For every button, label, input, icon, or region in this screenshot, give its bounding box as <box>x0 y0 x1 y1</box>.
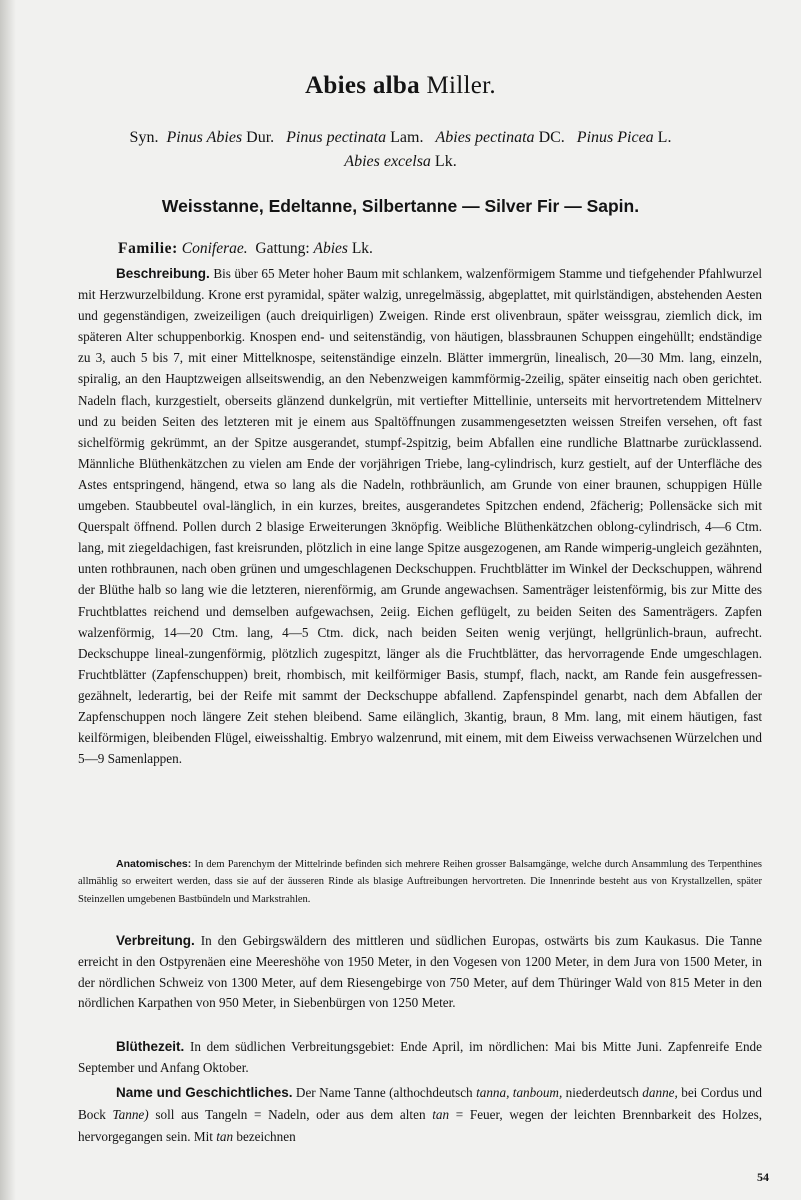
anatomy-text: In dem Parenchym der Mittelrinde befinden sich mehrere Reihen grosser Balsamgänge, welche durch Ansammlung des Terpenthines allmählig so erweitert werden, dass sie auf der äusseren Rinde als blasige Auftreibungen hervortreten. Die Innenrinde besteht aus von Krystallzellen, später Steinzellen umgebenen Bastbündeln und Markstrahlen. <box>78 859 763 905</box>
family-value: Coniferae. <box>181 240 248 257</box>
name-history-italic: tan <box>432 1107 450 1122</box>
synonyms-line-2 <box>0 150 801 174</box>
name-history-heading: Name und Geschichtliches. <box>116 1085 293 1100</box>
name-history-text: niederdeutsch <box>565 1085 639 1100</box>
synonym-name: Pinus Abies <box>166 129 243 146</box>
common-names: Weisstanne, Edeltanne, Silbertanne — Silver Fir — Sapin. <box>161 196 640 216</box>
description-text: Bis über 65 Meter hoher Baum mit schlankem, walzenförmigem Stamme und tiefgehender Pfahlwurzel mit Herzwurzelbildung. Krone erst pyramidal, später walzig, unregelmässig, abgeplattet, mit quirlständigen, abstehenden Aesten und gegenständigen, zweizeiligen (auch dreiquirligen) Zweigen. Rinde erst olivenbraun, später weissgrau, ziemlich dick, im späteren Alter schuppenborkig. Knospen end- und seitenständig, von häutigen, blassbraunen Schuppen eingehüllt; endständige zu 3, auch 5 bis 7, mit einer Mittelknospe, seitenständige einzeln. Blätter immergrün, linealisch, 20—30 Mm. lang, einzeln, spiralig, an den Hauptzweigen allseitswendig, an den Nebenzweigen kammförmig-2zeilig, später einseitig nach oben gerichtet. Nadeln flach, kurzgestielt, oberseits glänzend dunkelgrün, mit vertiefter Mittellinie, unterseits mit hervortretendem Mittelnerv und zu beiden Seiten des letzteren mit je einem aus Spaltöffnungen zusammengesetzten weissen Streifen versehen, oft fast sichelförmig gekrümmt, an der Spitze ausgerandet, stumpf-2spitzig, beim Abfallen eine rundliche Blattnarbe zurücklassend. Männliche Blüthenkätzchen zu vielen am Ende der vorjährigen Triebe, lang-cylindrisch, kurz gestielt, auf der Unterfläche des Astes entspringend, hängend, etwa so lang als die Nadeln, rothbräunlich, am Grunde von einer braunen, schuppigen Hülle umgeben. Staubbeutel oval-länglich, in ein kurzes, breites, ausgerandetes Spitzchen endend, 2fächerig; Pollensäcke sich mit Querspalt öffnend. Pollen durch 2 blasige Erweiterungen 3knöpfig. Weibliche Blüthenkätzchen oblong-cylindrisch, 4—6 Ctm. lang, mit ziegeldachigen, fast kreisrunden, plötzlich in eine lange Spitze ausgezogenen, am Rande wimperig-ungleich gezähnten, unten rothbraunen, nach oben grünen und umgeschlagenen Deckschuppen. Fruchtblätter im Winkel der Deckschuppen, während der Blüthe halb so lang wie die letzteren, nierenförmig, am Grunde angewachsen. Samenträger leistenförmig, bis zur Mitte des Fruchtblattes reichend und demselben aufgewachsen, 2eiig. Eichen geflügelt, zu beiden Seiten des Samenträgers. Zapfen walzenförmig, 14—20 Ctm. lang, 4—5 Ctm. dick, nach beiden Seiten wenig verjüngt, hellgrünlich-braun, aufrecht. Deckschuppe lineal-zungenförmig, plötzlich zugespitzt, länger als die Fruchtblätter, das hervorragende Ende umgeschlagen. Fruchtblätter (Zapfenschuppen) breit, rhombisch, mit keilförmiger Basis, stumpf, flach, nackt, am Rande fein ausgefressen-gezähnelt, lederartig, bei der Reife mit sammt der Deckschuppe abfallend. Zapfenspindel genarbt, nach dem Abfallen der Zapfenschuppen noch längere Zeit stehen bleibend. Same eilänglich, 3kantig, braun, 8 Mm. lang, mit einem häutigen, fast keilförmigen, bleibenden Flügel, eiweisshaltig. Embryo walzenrund, mit einem, mit dem Eiweiss verwachsenen Würzelchen und 5—9 Samenlappen. <box>78 266 763 767</box>
family-label: Familie: <box>118 240 178 257</box>
anatomy-heading: Anatomisches: <box>116 858 192 870</box>
flowering-paragraph <box>78 1037 762 1078</box>
genus-author: Lk. <box>351 240 373 257</box>
name-history-italic: danne, <box>642 1085 678 1100</box>
page-number: 54 <box>757 1170 769 1184</box>
synonym-author: Lk. <box>434 153 457 170</box>
name-history-text: soll aus Tangeln = Nadeln, oder aus dem alten <box>155 1107 426 1122</box>
synonym-name: Pinus Picea <box>576 129 654 146</box>
name-history-text: Der Name Tanne (althochdeutsch <box>295 1085 473 1100</box>
synonyms-block <box>0 126 801 174</box>
distribution-paragraph <box>78 931 762 1014</box>
name-history-italic: tan <box>216 1129 234 1144</box>
name-history-text: bezeichnen <box>236 1129 296 1144</box>
family-line <box>118 240 373 258</box>
genus-value: Abies <box>313 240 348 257</box>
distribution-heading: Verbreitung. <box>116 933 195 948</box>
synonym-author: L. <box>657 129 672 146</box>
page-gutter-shadow <box>0 0 16 1200</box>
name-history-text: = Feuer, wegen der leichten Brennbarkeit des Holzes, hervorgegangen sein. Mit <box>78 1107 762 1144</box>
flowering-heading: Blüthezeit. <box>116 1039 185 1054</box>
species-name: Abies alba <box>305 72 420 99</box>
synonym-author: DC. <box>538 129 565 146</box>
name-history-text: bei Cordus und Bock <box>78 1085 763 1122</box>
name-history-italic: Tanne) <box>112 1107 149 1122</box>
description-paragraph <box>78 263 762 769</box>
synonym-name: Abies pectinata <box>435 129 535 146</box>
synonym-author: Dur. <box>246 129 275 146</box>
synonym-name: Pinus pectinata <box>286 129 387 146</box>
synonym-author: Lam. <box>390 129 424 146</box>
species-author: Miller. <box>426 72 496 99</box>
genus-label: Gattung: <box>255 240 310 257</box>
distribution-text: In den Gebirgswäldern des mittleren und südlichen Europas, ostwärts bis zum Kaukasus. Die Tanne erreicht in den Ostpyrenäen eine Meereshöhe von 1950 Meter, in den Vogesen von 1200 Meter, in dem Jura von 1500 Meter, in der nördlichen Schweiz von 1300 Meter, auf dem Riesengebirge von 750 Meter, auf dem Thüringer Wald von 815 Meter in den nördlichen Karpathen von 950 Meter, in Siebenbürgen von 1250 Meter. <box>78 933 762 1011</box>
description-heading: Beschreibung. <box>116 266 210 281</box>
synonyms-line-1 <box>0 126 801 150</box>
name-history-italic: tanna, tanboum, <box>476 1085 563 1100</box>
species-title <box>0 72 801 100</box>
flowering-text: In dem südlichen Verbreitungsgebiet: Ende April, im nördlichen: Mai bis Mitte Juni. Zapfenreife Ende September und Anfang Oktober. <box>78 1039 763 1075</box>
anatomy-paragraph <box>78 856 762 908</box>
synonym-name: Abies excelsa <box>344 153 431 170</box>
synonyms-label: Syn. <box>129 129 159 146</box>
name-history-paragraph <box>78 1082 762 1148</box>
